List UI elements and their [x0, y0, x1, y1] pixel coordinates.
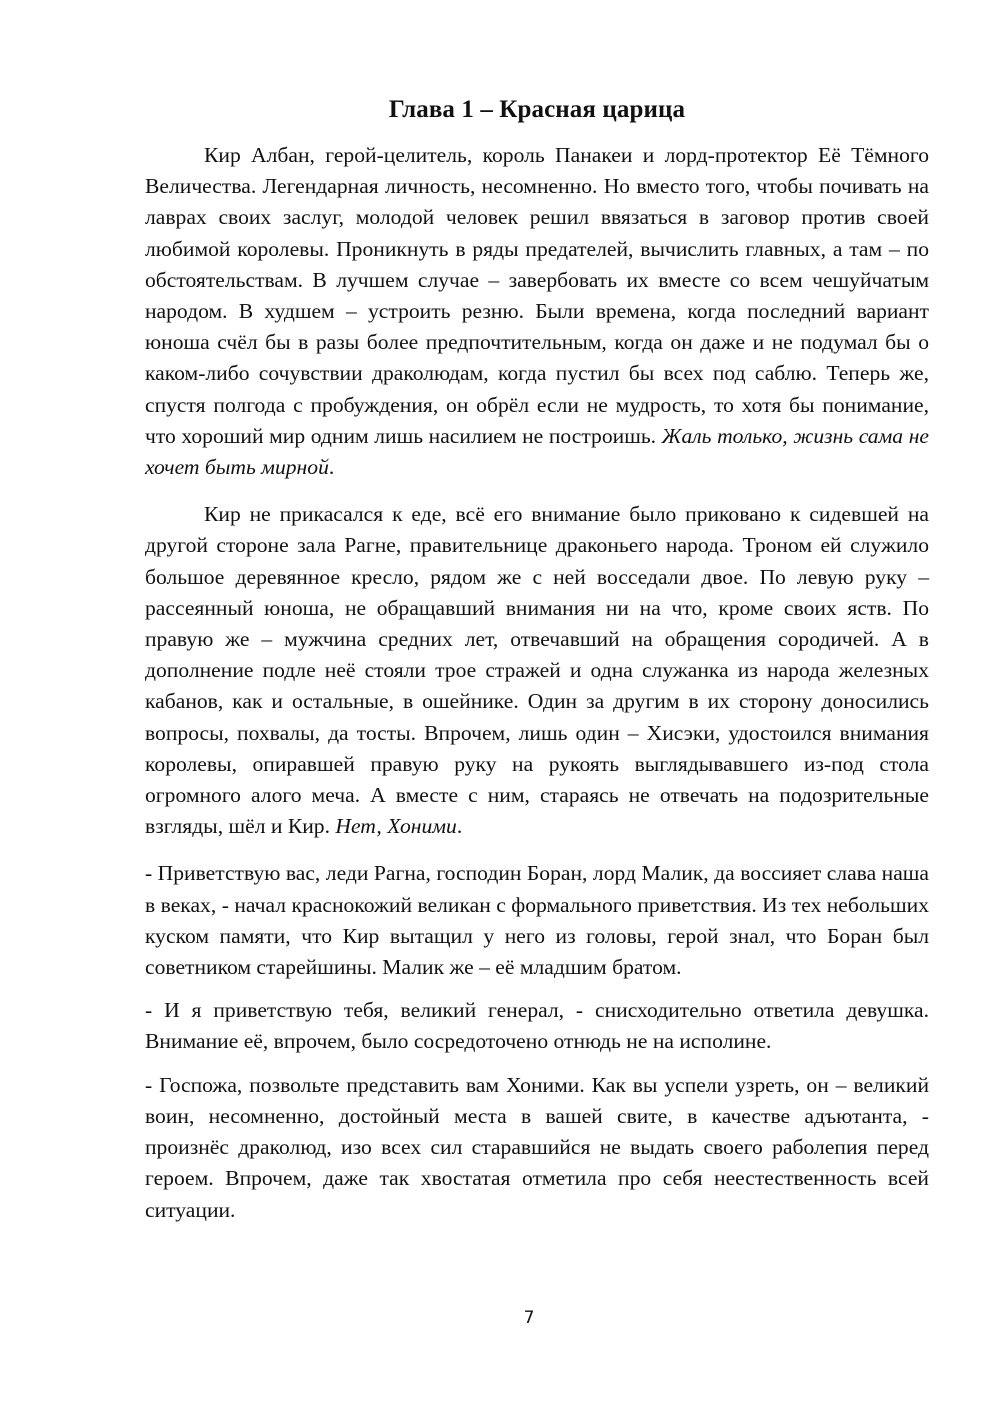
paragraph-2-text: Кир не прикасался к еде, всё его внимание было приковано к сидевшей на другой стороне зала Рагне, правительнице драконьего народа. Троном ей служило большое деревянное кресло, рядом же с ней восседали двое. По левую руку – рассеянный юноша, не обращавший внимания ни на что, кроме своих яств. По правую же – мужчина средних лет, отвечавший на обращения сородичей. А в дополнение подле неё стояли трое стражей и одна служанка из народа железных кабанов, как и остальные, в ошейнике. Один за другим в их сторону доносились вопросы, похвалы, да тосты. Впрочем, лишь один – Хисэки, удостоился внимания королевы, опиравшей правую руку на рукоять выглядывавшего из-под стола огромного алого меча. А вместе с ним, стараясь не отвечать на подозрительные взгляды, шёл и Кир.	[145, 502, 929, 839]
paragraph-1-text: Кир Албан, герой-целитель, король Панакеи и лорд-протектор Её Тёмного Величества. Легендарная личность, несомненно. Но вместо того, чтобы почивать на лаврах своих заслуг, молодой человек решил ввязаться в заговор против своей любимой королевы. Проникнуть в ряды предателей, вычислить главных, а там – по обстоятельствам. В лучшем случае – завербовать их вместе со всем чешуйчатым народом. В худшем – устроить резню. Были времена, когда последний вариант юноша счёл бы в разы более предпочтительным, когда он даже и не подумал бы о каком-либо сочувствии драколюдам, когда пустил бы всех под саблю. Теперь же, спустя полгода с пробуждения, он обрёл если не мудрость, то хотя бы понимание, что хороший мир одним лишь насилием не построишь.	[145, 143, 929, 448]
paragraph-2	[145, 499, 929, 842]
paragraph-5	[145, 1070, 929, 1226]
paragraph-4-text: - И я приветствую тебя, великий генерал, - снисходительно ответила девушка. Внимание её, впрочем, было сосредоточено отнюдь не на исполине.	[145, 998, 929, 1054]
paragraph-2-tail: .	[456, 814, 463, 839]
paragraph-4	[145, 995, 929, 1057]
paragraph-5-text: - Госпожа, позвольте представить вам Хоними. Как вы успели узреть, он – великий воин, несомненно, достойный места в вашей свите, в качестве адъютанта, - произнёс драколюд, изо всех сил старавшийся не выдать своего раболепия перед героем. Впрочем, даже так хвостатая отметила про себя неестественность всей ситуации.	[145, 1072, 929, 1222]
paragraph-1-tail: .	[328, 455, 335, 480]
page-number: 7	[523, 1308, 535, 1328]
paragraph-1	[145, 140, 929, 483]
paragraph-1-italic: Жаль только, жизнь сама не хочет быть мирной	[145, 423, 929, 480]
paragraph-2-italic: Нет, Хоними	[335, 814, 457, 839]
paragraph-3	[145, 858, 929, 983]
chapter-title: Глава 1 – Красная царица	[388, 96, 686, 123]
paragraph-3-text: - Приветствую вас, леди Рагна, господин Боран, лорд Малик, да воссияет слава наша в веках, - начал краснокожий великан с формального приветствия. Из тех небольших куском памяти, что Кир вытащил у него из головы, герой знал, что Боран был советником старейшины. Малик же – её младшим братом.	[145, 861, 929, 980]
document-page	[145, 92, 929, 1238]
